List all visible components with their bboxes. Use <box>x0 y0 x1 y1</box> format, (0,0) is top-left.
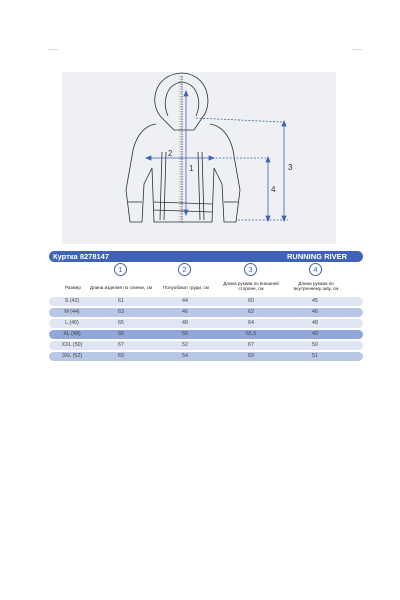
table-row <box>49 352 363 361</box>
table-row <box>49 297 363 306</box>
dim-4-label: 4 <box>271 185 276 194</box>
model-name: Куртка 8278147 <box>53 252 110 261</box>
back-length-cell: 67 <box>118 342 124 348</box>
column-title-3: Длина рукава по внешней стороне, см <box>223 281 279 292</box>
outer-sleeve-cell: 69 <box>248 353 254 359</box>
half-chest-cell: 50 <box>182 331 188 337</box>
back-length-cell: 66 <box>118 331 124 337</box>
jacket-drawing <box>62 72 336 244</box>
size-cell: S (42) <box>64 298 80 304</box>
column-number-3: 3 <box>244 263 257 276</box>
dim-3-guide <box>196 118 282 122</box>
hood-outline <box>155 73 208 130</box>
outer-sleeve-cell: 67 <box>248 342 254 348</box>
back-length-cell: 63 <box>118 309 124 315</box>
inner-sleeve-cell: 46 <box>312 309 318 315</box>
outer-sleeve-cell: 64 <box>248 320 254 326</box>
dim-2-label: 2 <box>168 149 173 158</box>
outer-sleeve-cell: 62 <box>248 309 254 315</box>
crop-mark-left <box>48 49 58 50</box>
size-header: Размер <box>65 285 81 290</box>
half-chest-cell: 46 <box>182 309 188 315</box>
column-number-1: 1 <box>114 263 127 276</box>
size-cell: 3XL (52) <box>61 353 83 359</box>
brand-name: RUNNING RIVER <box>286 252 347 261</box>
table-header-bar <box>49 251 363 262</box>
column-title-1: Длина изделия по спинке, см <box>89 285 153 290</box>
column-number-2: 2 <box>178 263 191 276</box>
jacket-body <box>126 124 240 222</box>
inner-sleeve-cell: 49 <box>312 331 318 337</box>
table-row <box>49 341 363 350</box>
size-cell: M (44) <box>64 309 80 315</box>
inner-sleeve-cell: 50 <box>312 342 318 348</box>
back-length-cell: 69 <box>118 353 124 359</box>
half-chest-cell: 48 <box>182 320 188 326</box>
dim-3-label: 3 <box>288 163 293 172</box>
size-cell: XL (48) <box>63 331 81 337</box>
column-title-2: Полуобхват груди, см <box>163 285 209 290</box>
back-length-cell: 61 <box>118 298 124 304</box>
half-chest-cell: 44 <box>182 298 188 304</box>
column-number-4: 4 <box>309 263 322 276</box>
table-row <box>49 330 363 339</box>
inner-sleeve-cell: 51 <box>312 353 318 359</box>
half-chest-cell: 52 <box>182 342 188 348</box>
half-chest-cell: 54 <box>182 353 188 359</box>
back-length-cell: 65 <box>118 320 124 326</box>
outer-sleeve-cell: 65,5 <box>245 331 257 337</box>
dim-1-label: 1 <box>189 164 194 173</box>
inner-sleeve-cell: 45 <box>312 298 318 304</box>
inner-sleeve-cell: 48 <box>312 320 318 326</box>
table-row <box>49 319 363 328</box>
size-cell: L (46) <box>65 320 79 326</box>
column-title-4: Длина рукава по внутреннему шву, см <box>293 281 339 292</box>
size-cell: XXL (50) <box>61 342 83 348</box>
jacket-illustration <box>62 72 336 244</box>
outer-sleeve-cell: 60 <box>248 298 254 304</box>
crop-mark-right <box>352 49 362 50</box>
table-row <box>49 308 363 317</box>
